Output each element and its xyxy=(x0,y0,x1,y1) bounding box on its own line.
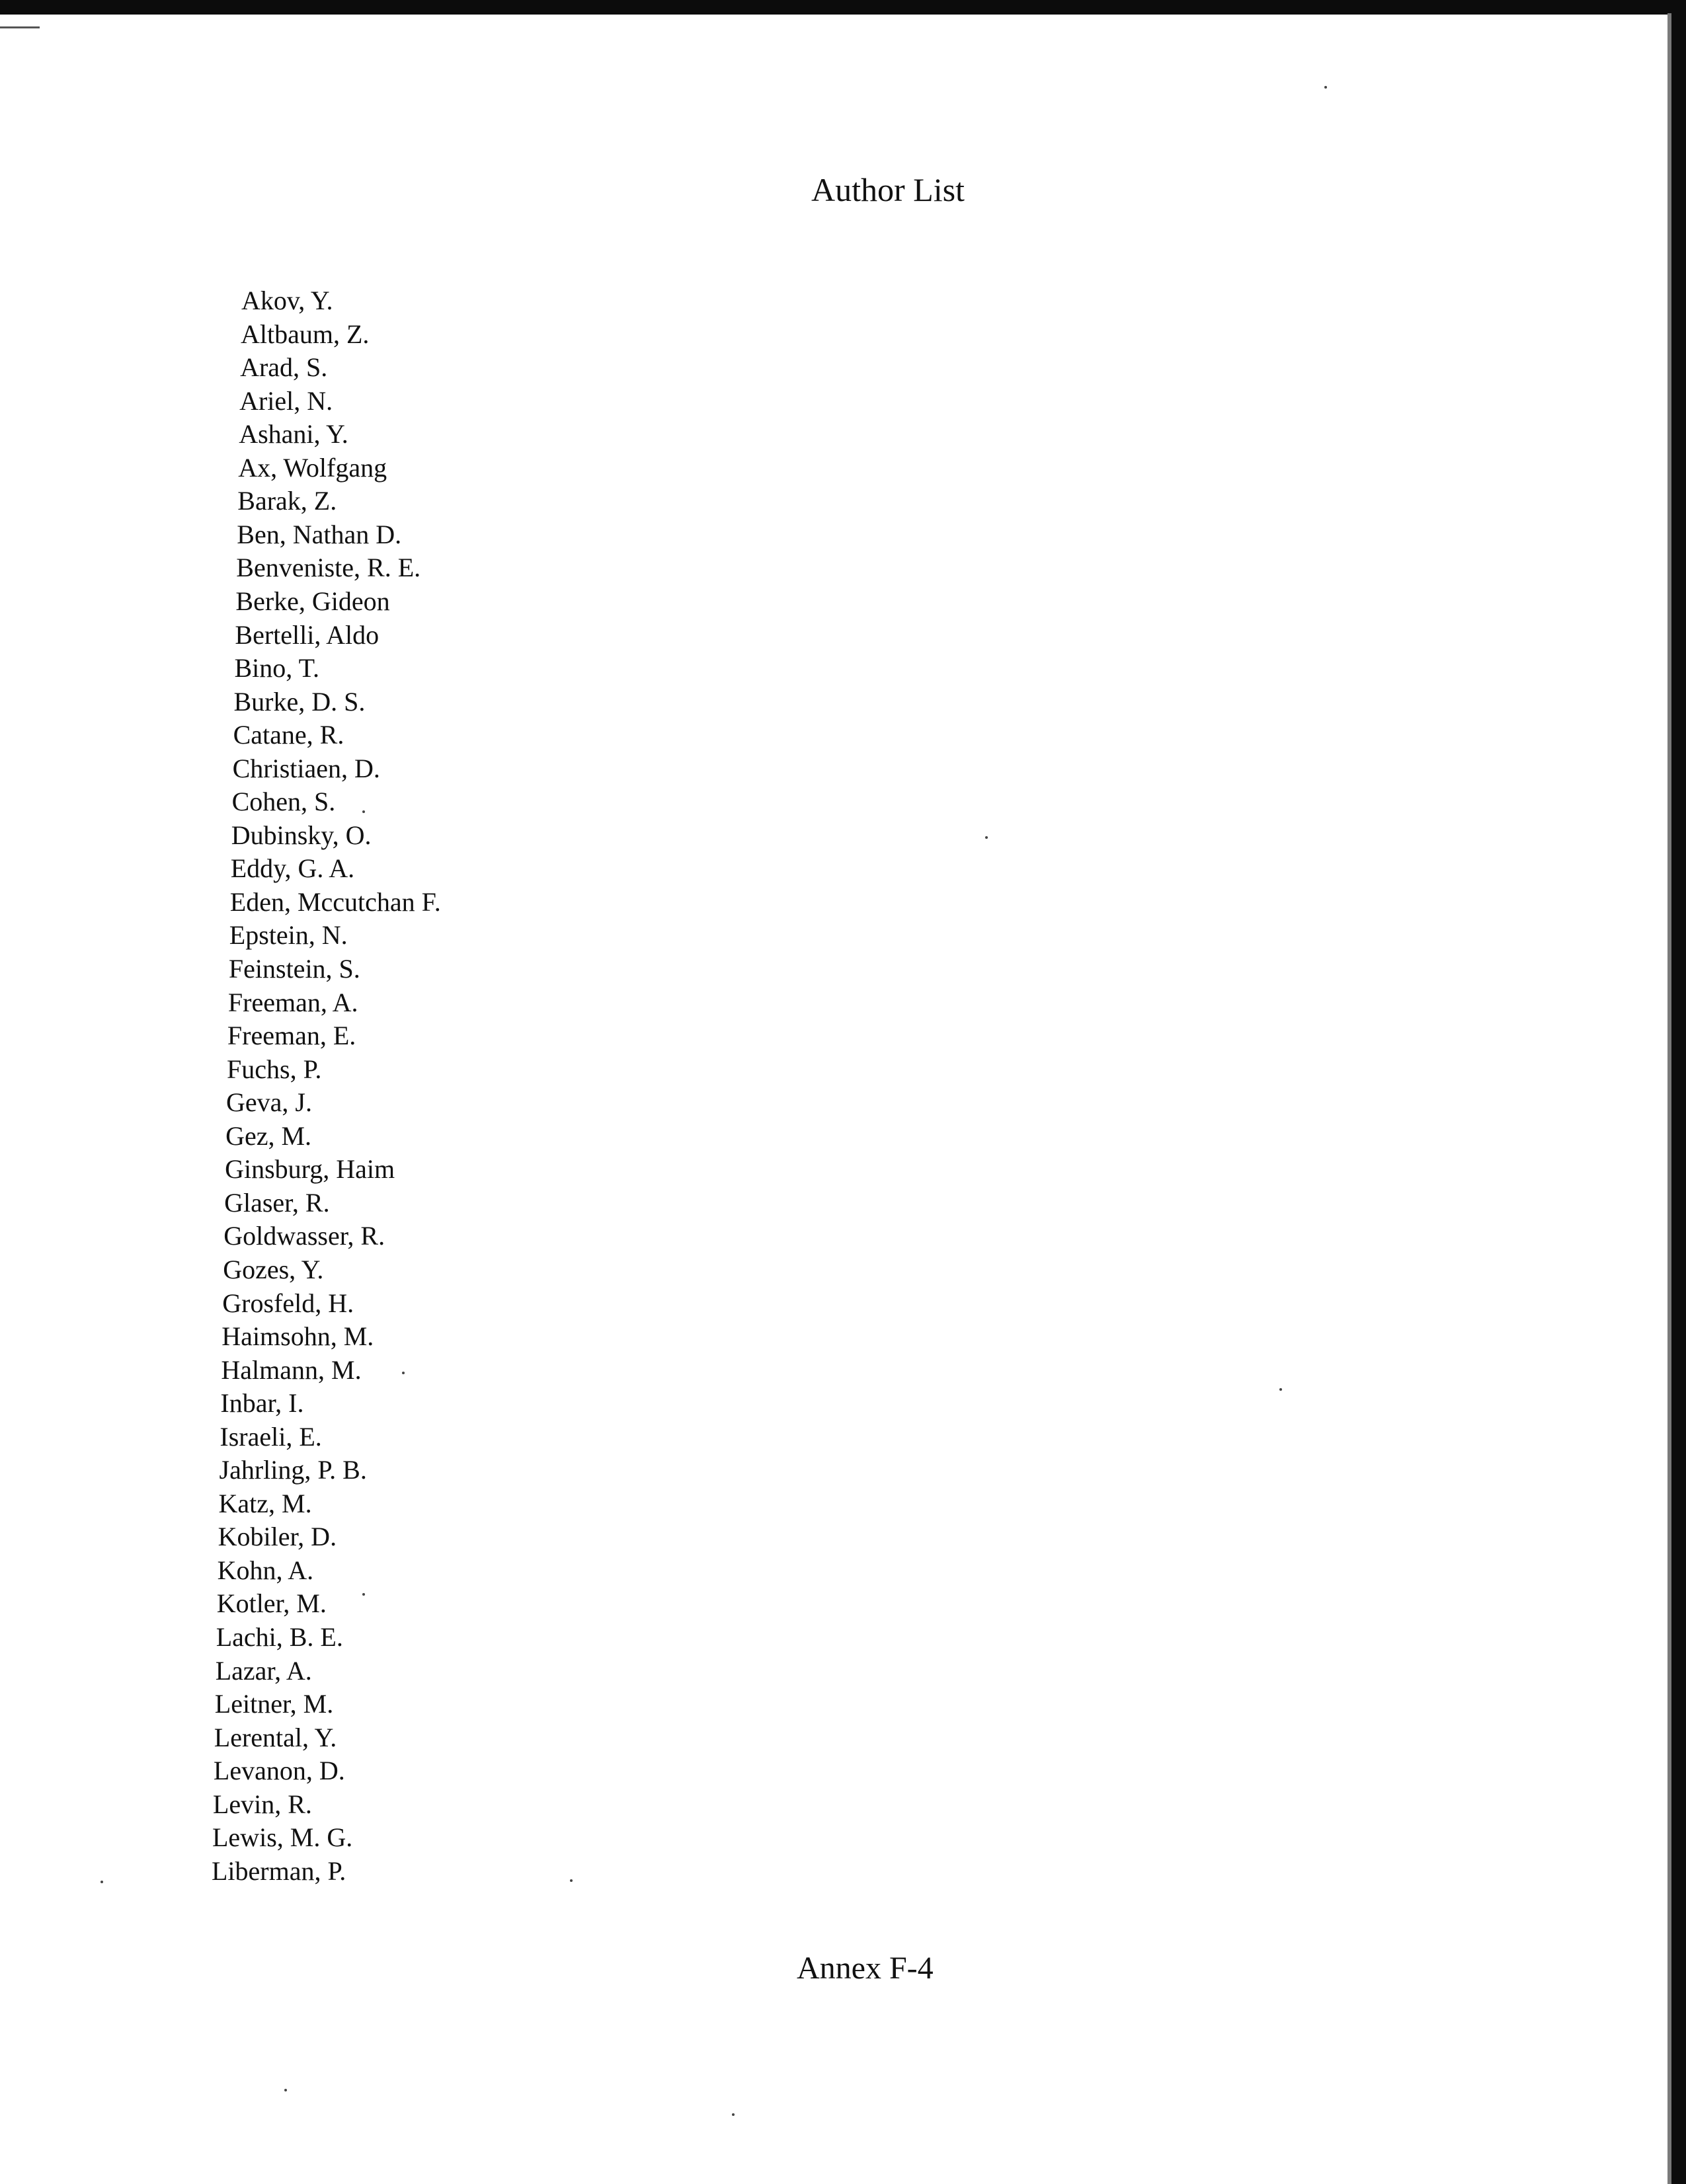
scan-speck xyxy=(100,1881,103,1883)
author-list-item: Barak, Z. xyxy=(237,486,337,516)
author-list-item: Lazar, A. xyxy=(215,1655,312,1686)
author-list-item: Lewis, M. G. xyxy=(212,1822,353,1853)
author-list-item: Goldwasser, R. xyxy=(223,1221,385,1251)
author-list-item: Ben, Nathan D. xyxy=(237,519,402,549)
scan-speck xyxy=(1324,86,1327,89)
author-list-item: Geva, J. xyxy=(226,1087,312,1118)
scan-speck xyxy=(1279,1388,1282,1391)
author-list-item: Kohn, A. xyxy=(217,1555,314,1585)
author-list-item: Cohen, S. xyxy=(231,787,336,817)
author-list-item: Christiaen, D. xyxy=(232,753,380,783)
author-list-item: Ashani, Y. xyxy=(239,419,348,449)
author-list-item: Halmann, M. xyxy=(221,1354,362,1385)
author-list-item: Ginsburg, Haim xyxy=(225,1154,395,1185)
author-list-item: Kotler, M. xyxy=(216,1588,327,1619)
author-list-item: Haimsohn, M. xyxy=(221,1321,374,1351)
scan-speck xyxy=(570,1879,573,1882)
scan-speck xyxy=(284,2089,287,2091)
author-list-item: Eddy, G. A. xyxy=(230,853,355,884)
scan-speck xyxy=(362,1593,365,1596)
scan-speck xyxy=(402,1372,405,1374)
author-list-item: Bertelli, Aldo xyxy=(235,619,380,650)
author-list-item: Gozes, Y. xyxy=(223,1254,324,1284)
author-list-item: Glaser, R. xyxy=(224,1187,330,1218)
author-list-item: Gez, M. xyxy=(225,1120,312,1151)
author-list-item: Grosfeld, H. xyxy=(222,1288,354,1318)
author-list-item: Arad, S. xyxy=(240,352,328,383)
author-list-item: Levanon, D. xyxy=(213,1756,345,1786)
author-list-item: Freeman, E. xyxy=(227,1021,356,1051)
author-list-item: Ax, Wolfgang xyxy=(238,452,387,483)
author-list-item: Epstein, N. xyxy=(229,920,348,951)
author-list-item: Feinstein, S. xyxy=(228,954,360,984)
author-list-item: Berke, Gideon xyxy=(235,586,390,616)
author-list-item: Freeman, A. xyxy=(227,987,358,1017)
author-list-item: Katz, M. xyxy=(218,1488,312,1518)
author-list-item: Bino, T. xyxy=(234,653,320,683)
author-list-item: Ariel, N. xyxy=(239,385,333,416)
author-list-item: Israeli, E. xyxy=(220,1421,322,1452)
author-list-item: Burke, D. S. xyxy=(233,686,366,717)
author-list-item: Jahrling, P. B. xyxy=(219,1455,367,1485)
author-list-item: Levin, R. xyxy=(212,1789,312,1819)
author-list-item: Lerental, Y. xyxy=(214,1722,337,1752)
author-list-item: Lachi, B. E. xyxy=(216,1622,343,1652)
author-list-item: Inbar, I. xyxy=(220,1388,304,1419)
page-footer: Annex F-4 xyxy=(797,1951,934,1986)
author-list-item: Fuchs, P. xyxy=(227,1054,322,1084)
author-list-item: Liberman, P. xyxy=(212,1855,346,1886)
scan-speck xyxy=(362,810,365,813)
scan-speck xyxy=(732,2113,735,2116)
author-list-item: Leitner, M. xyxy=(214,1689,334,1719)
author-list-item: Kobiler, D. xyxy=(218,1522,337,1552)
author-list-item: Eden, Mccutchan F. xyxy=(229,886,441,917)
author-list-item: Akov, Y. xyxy=(241,286,333,315)
author-list-item: Benveniste, R. E. xyxy=(236,553,421,583)
scan-speck xyxy=(985,836,988,839)
author-list-item: Catane, R. xyxy=(233,720,344,750)
author-list-item: Dubinsky, O. xyxy=(231,820,372,850)
page-title: Author List xyxy=(811,171,965,208)
author-list-item: Altbaum, Z. xyxy=(241,319,370,349)
